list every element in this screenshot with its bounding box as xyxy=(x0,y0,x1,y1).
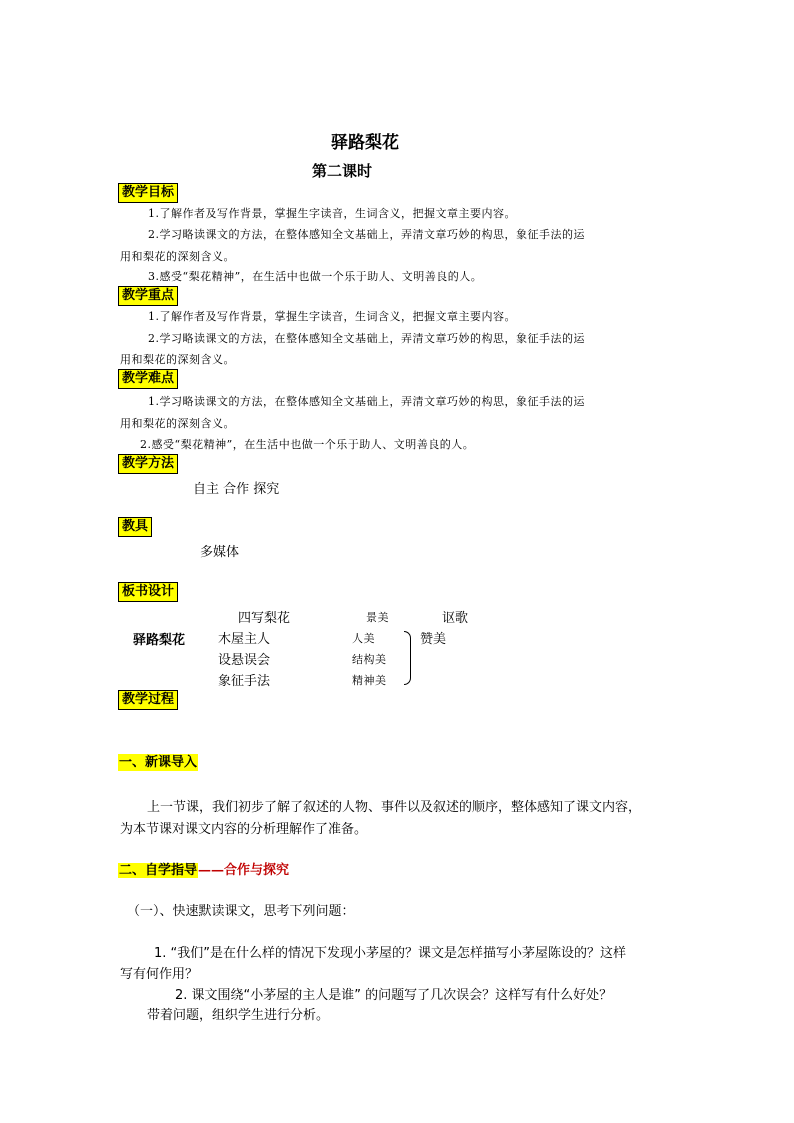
board-col2-item: 景美 xyxy=(366,611,389,624)
key-point-item: 2.学习略读课文的方法，在整体感知全文基础上，弄清文章巧妙的构思，象征手法的运 xyxy=(148,332,585,345)
section2-label: 二、自学指导 xyxy=(119,863,198,878)
objective-item: 2.学习略读课文的方法，在整体感知全文基础上，弄清文章巧妙的构思，象征手法的运 xyxy=(148,228,585,241)
difficulties-label: 教学难点 xyxy=(118,369,178,389)
instruction-line: 带着问题，组织学生进行分析。 xyxy=(147,1008,330,1023)
question-item: 写有何作用？ xyxy=(120,967,199,982)
difficulty-item: 1.学习略读课文的方法，在整体感知全文基础上，弄清文章巧妙的构思，象征手法的运 xyxy=(148,395,585,408)
board-col1-item: 四写梨花 xyxy=(238,611,291,626)
board-brace xyxy=(404,631,411,685)
board-label: 板书设计 xyxy=(118,582,178,602)
key-point-item: 1.了解作者及写作背景，掌握生字读音，生词含义，把握文章主要内容。 xyxy=(148,310,516,323)
tools-value: 多媒体 xyxy=(200,545,240,560)
objectives-label: 教学目标 xyxy=(118,183,178,203)
section1-paragraph-line: 为本节课对课文内容的分析理解作了准备。 xyxy=(120,822,368,837)
tools-label: 教具 xyxy=(118,517,152,537)
board-col3-item: 讴歌 xyxy=(442,611,469,626)
objective-item: 3.感受“梨花精神”，在生活中也做一个乐于助人、文明善良的人。 xyxy=(148,270,483,283)
process-label: 教学过程 xyxy=(118,690,178,710)
section1-label: 一、新课导入 xyxy=(119,755,198,770)
board-col2-item: 结构美 xyxy=(352,653,387,666)
section2-heading xyxy=(118,859,289,879)
board-col3-item: 赞美 xyxy=(420,632,447,647)
question-item: 2. 课文围绕“小茅屋的主人是谁” 的问题写了几次误会？这样写有什么好处？ xyxy=(175,988,613,1003)
document-subtitle: 第二课时 xyxy=(311,162,372,180)
board-col2-item: 人美 xyxy=(352,632,375,645)
section2-label-suffix: ——合作与探究 xyxy=(198,863,290,878)
methods-value: 自主 合作 探究 xyxy=(193,482,280,497)
section2-subheading: （一）、快速默读课文，思考下列问题： xyxy=(127,904,355,919)
board-col1-item: 木屋主人 xyxy=(218,632,271,647)
key-point-item: 用和梨花的深刻含义。 xyxy=(120,353,235,366)
document-title: 驿路梨花 xyxy=(331,133,399,153)
board-main-title: 驿路梨花 xyxy=(133,633,186,648)
board-col1-item: 设悬误会 xyxy=(218,653,271,668)
section1-paragraph-line: 上一节课，我们初步了解了叙述的人物、事件以及叙述的顺序，整体感知了课文内容， xyxy=(147,800,642,815)
methods-label: 教学方法 xyxy=(118,454,178,474)
board-col2-item: 精神美 xyxy=(352,674,387,687)
board-col1-item: 象征手法 xyxy=(218,674,271,689)
difficulty-item: 用和梨花的深刻含义。 xyxy=(120,417,235,430)
question-item: 1. “我们”是在什么样的情况下发现小茅屋的？课文是怎样描写小茅屋陈设的？这样 xyxy=(154,946,627,961)
objective-item: 1.了解作者及写作背景，掌握生字读音，生词含义，把握文章主要内容。 xyxy=(148,207,516,220)
objective-item: 用和梨花的深刻含义。 xyxy=(120,250,235,263)
key-points-label: 教学重点 xyxy=(118,286,178,306)
difficulty-item: 2.感受“梨花精神”，在生活中也做一个乐于助人、文明善良的人。 xyxy=(140,438,475,451)
